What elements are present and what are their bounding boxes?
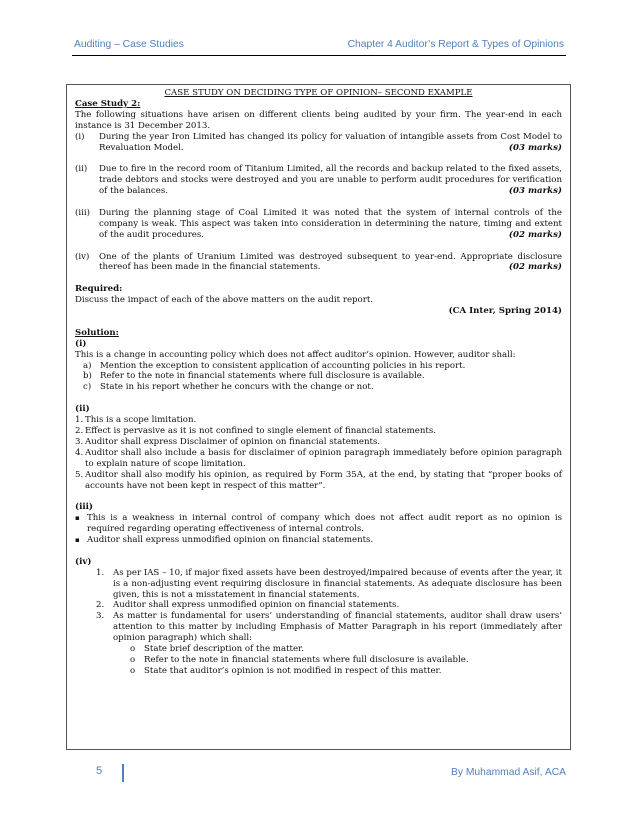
- bullet-icon: ▪: [75, 536, 80, 545]
- sub-list-item: [75, 644, 562, 655]
- header-divider: [72, 55, 566, 56]
- list-marker: 1.: [96, 567, 105, 578]
- page-number: 5: [96, 765, 103, 777]
- case-label: Case Study 2:: [75, 98, 141, 109]
- list-item: [75, 415, 562, 426]
- case-study-content: [75, 88, 562, 677]
- question-marks: (02 marks): [508, 229, 562, 240]
- question-marks: (03 marks): [508, 142, 562, 153]
- question-number: (i): [75, 131, 85, 142]
- page-number-box: [74, 764, 124, 782]
- list-text: This is a scope limitation.: [85, 415, 197, 426]
- question-i: [75, 132, 562, 154]
- list-marker: 4.: [75, 447, 84, 458]
- circle-bullet-icon: o: [130, 655, 136, 665]
- list-text: Auditor shall express unmodified opinion on financial statements.: [113, 600, 400, 611]
- question-marks: (02 marks): [508, 262, 562, 273]
- list-text: This is a weakness in internal control of company which does not affect audit report as no opinion is required regarding operating effectiveness of internal controls.: [87, 513, 562, 535]
- list-text: Mention the exception to consistent application of accounting policies in his report.: [100, 360, 466, 371]
- list-text: Effect is pervasive as it is not confined to single element of financial statements.: [85, 426, 437, 436]
- solution-iv-label: (iv): [75, 556, 92, 567]
- solution-i-label: (i): [75, 338, 87, 349]
- list-text: Auditor shall also modify his opinion, as required by Form 35A, at the end, by stating that “proper books of accounts have not been kept in respect of this matter”.: [85, 469, 562, 491]
- list-text: As per IAS – 10, if major fixed assets have been destroyed/impaired because of events after the year, it is a non-adjusting event requiring disclosure in financial statements. As adequate disclosure has been given, this is not a misstatement in financial statements.: [113, 567, 562, 600]
- list-item: [75, 371, 562, 382]
- footer-author: By Muhammad Asif, ACA: [450, 767, 566, 778]
- list-marker: 5.: [75, 469, 84, 480]
- list-text: Auditor shall express Disclaimer of opinion on financial statements.: [85, 436, 381, 447]
- list-item: [75, 513, 562, 535]
- solution-iii-label: (iii): [75, 502, 93, 513]
- list-item: [75, 382, 562, 393]
- list-text: As matter is fundamental for users’ understanding of financial statements, auditor shall draw users’ attention to this matter by including Emphasis of Matter Paragraph in his report (immediately after opinion paragraph) which shall:: [113, 611, 562, 644]
- question-number: (ii): [75, 164, 88, 175]
- question-iv: [75, 252, 562, 274]
- list-item: [75, 448, 562, 470]
- list-marker: 3.: [96, 611, 105, 622]
- required-text: Discuss the impact of each of the above matters on the audit report.: [75, 295, 374, 306]
- list-text: Auditor shall express unmodified opinion on financial statements.: [87, 535, 374, 546]
- sub-list-item: [75, 655, 562, 666]
- header-left: Auditing – Case Studies: [74, 39, 184, 50]
- question-text: During the planning stage of Coal Limited it was noted that the system of internal controls of the company is weak. This aspect was taken into consideration in determining the nature, timing and extent of the audit procedures.: [99, 207, 562, 240]
- list-text: State in his report whether he concurs with the change or not.: [100, 382, 374, 393]
- list-text: State brief description of the matter.: [144, 644, 304, 655]
- solution-ii-label: (ii): [75, 404, 90, 415]
- solution-i-intro: This is a change in accounting policy which does not affect auditor’s opinion. However, auditor shall:: [75, 349, 516, 360]
- question-iii: [75, 208, 562, 241]
- question-number: (iv): [75, 251, 90, 262]
- list-item: [75, 568, 562, 601]
- list-marker: 2.: [75, 426, 84, 436]
- list-item: [75, 600, 562, 611]
- question-text: One of the plants of Uranium Limited was destroyed subsequent to year-end. Appropriate disclosure thereof has been made in the financial statements.: [99, 251, 562, 273]
- required-label: Required:: [75, 284, 123, 295]
- header-right: Chapter 4 Auditor’s Report & Types of Opinions: [347, 39, 564, 50]
- list-item: [75, 437, 562, 448]
- list-marker: b): [83, 371, 92, 382]
- list-item: [75, 611, 562, 644]
- circle-bullet-icon: o: [130, 644, 136, 655]
- list-text: Refer to the note in financial statements where full disclosure is available.: [100, 371, 425, 382]
- question-text: Due to fire in the record room of Titanium Limited, all the records and backup related to the fixed assets, trade debtors and stocks were destroyed and you are unable to perform audit procedures for verification of the balances.: [99, 164, 562, 197]
- list-marker: 3.: [75, 436, 84, 447]
- sub-list-item: [75, 666, 562, 677]
- circle-bullet-icon: o: [130, 665, 136, 676]
- question-text: During the year Iron Limited has changed its policy for valuation of intangible assets from Cost Model to Revaluation Model.: [99, 131, 562, 153]
- page-footer: [74, 762, 566, 782]
- list-item: [75, 470, 562, 492]
- list-marker: c): [83, 382, 92, 393]
- solution-label: Solution:: [75, 327, 119, 338]
- list-text: State that auditor’s opinion is not modified in respect of this matter.: [144, 665, 442, 676]
- list-text: Refer to the note in financial statements where full disclosure is available.: [144, 655, 469, 665]
- list-item: [75, 361, 562, 372]
- list-item: [75, 535, 562, 546]
- page-header: [74, 39, 564, 53]
- list-marker: a): [83, 360, 92, 371]
- source-reference: (CA Inter, Spring 2014): [448, 306, 562, 317]
- question-number: (iii): [75, 207, 90, 218]
- list-marker: 2.: [96, 600, 105, 611]
- list-item: [75, 426, 562, 437]
- bullet-icon: ▪: [75, 514, 80, 523]
- list-marker: 1.: [75, 415, 84, 426]
- question-marks: (03 marks): [508, 186, 562, 197]
- case-intro: The following situations have arisen on different clients being audited by your firm. The year-end in each instance is 31 December 2013.: [75, 109, 562, 131]
- case-study-title: CASE STUDY ON DECIDING TYPE OF OPINION– SECOND EXAMPLE: [164, 88, 473, 98]
- list-text: Auditor shall also include a basis for disclaimer of opinion paragraph immediately before opinion paragraph to explain nature of scope limitation.: [85, 447, 562, 469]
- question-ii: [75, 164, 562, 197]
